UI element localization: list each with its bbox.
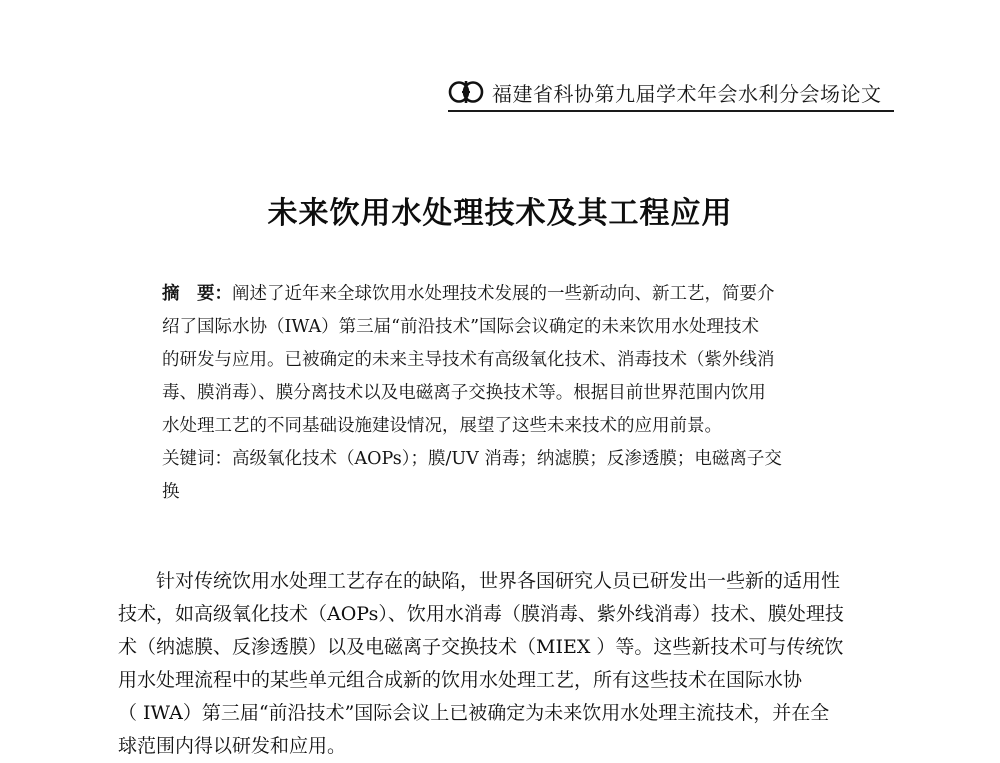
abstract-line <box>162 278 852 311</box>
keywords-line: 换 <box>162 482 180 502</box>
body-line: 针对传统饮用水处理工艺存在的缺陷，世界各国研究人员已研发出一些新的适用性 <box>156 570 841 592</box>
abstract-line: 绍了国际水协（IWA）第三届“前沿技术”国际会议确定的未来饮用水处理技术 <box>162 317 760 337</box>
running-header-text: 福建省科协第九届学术年会水利分会场论文 <box>492 81 882 106</box>
header-rule <box>448 110 894 112</box>
abstract-line: 水处理工艺的不同基础设施建设情况，展望了这些未来技术的应用前景。 <box>162 416 722 436</box>
body-line: 技术，如高级氧化技术（AOPs）、饮用水消毒（膜消毒、紫外线消毒）技术、膜处理技 <box>118 603 844 625</box>
abstract-line: 的研发与应用。已被确定的未来主导技术有高级氧化技术、消毒技术（紫外线消 <box>162 350 775 370</box>
conference-emblem-icon <box>448 80 484 104</box>
body-paragraph <box>118 565 898 763</box>
abstract-line: 毒、膜消毒）、膜分离技术以及电磁离子交换技术等。根据目前世界范围内饮用 <box>162 383 766 403</box>
body-line: 用水处理流程中的某些单元组合成新的饮用水处理工艺，所有这些技术在国际水协 <box>118 669 803 691</box>
abstract-label: 摘 要： <box>162 284 232 304</box>
body-line: 球范围内得以研发和应用。 <box>118 735 347 757</box>
keywords-text: 高级氧化技术（AOPs）；膜/UV 消毒；纳滤膜；反渗透膜；电磁离子交 <box>232 449 782 469</box>
abstract-block <box>162 278 852 509</box>
body-line: 术（纳滤膜、反渗透膜）以及电磁离子交换技术（MIEX ）等。这些新技术可与传统饮 <box>118 636 844 658</box>
keywords-line <box>162 443 852 476</box>
body-line: （ IWA）第三届“前沿技术”国际会议上已被确定为未来饮用水处理主流技术，并在全 <box>118 702 830 724</box>
paper-title: 未来饮用水处理技术及其工程应用 <box>267 196 733 231</box>
running-header <box>448 74 894 110</box>
abstract-text: 阐述了近年来全球饮用水处理技术发展的一些新动向、新工艺，简要介 <box>232 284 775 304</box>
keywords-label: 关键词： <box>162 449 232 469</box>
